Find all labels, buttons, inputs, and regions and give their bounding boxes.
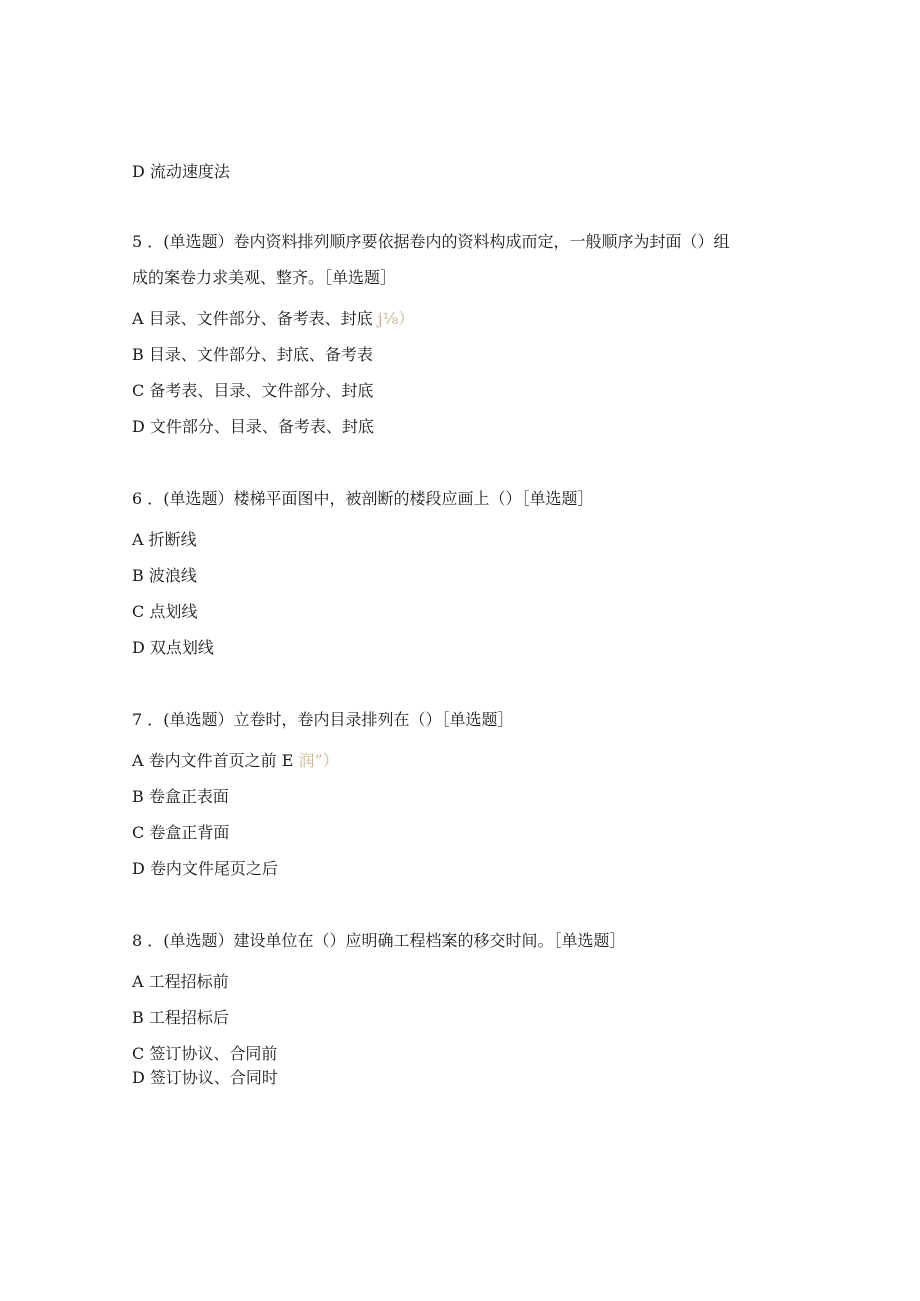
handwritten-mark: j⅛） <box>377 309 415 328</box>
question-7-text: 7 ．(单选题）立卷时，卷内目录排列在（）［单选题］ <box>132 710 514 729</box>
question-8-text: 8 ．(单选题）建设单位在（）应明确工程档案的移交时间。［单选题］ <box>132 931 626 950</box>
question-6-option-d: D 双点划线 <box>132 638 214 657</box>
question-7-option-c: C 卷盒正背面 <box>132 823 230 842</box>
prev-option-d: D 流动速度法 <box>132 162 230 181</box>
question-6-option-c: C 点划线 <box>132 602 198 621</box>
question-5-option-d: D 文件部分、目录、备考表、封底 <box>132 417 374 436</box>
question-5-text-line-1: 5 ．(单选题）卷内资料排列顺序要依据卷内的资料构成而定，一般顺序为封面（）组 <box>132 232 730 251</box>
question-5-option-c: C 备考表、目录、文件部分、封底 <box>132 381 374 400</box>
question-8-option-b: B 工程招标后 <box>132 1008 229 1027</box>
question-8-option-d: D 签订协议、合同时 <box>132 1068 278 1087</box>
question-5-option-b: B 目录、文件部分、封底、备考表 <box>132 345 373 364</box>
question-8-option-a: A 工程招标前 <box>132 972 229 991</box>
question-6-option-a: A 折断线 <box>132 530 197 549</box>
question-6-text: 6 ．(单选题）楼梯平面图中，被剖断的楼段应画上（）［单选题］ <box>132 489 594 508</box>
question-7-option-d: D 卷内文件尾页之后 <box>132 859 278 878</box>
handwritten-mark: 润”） <box>298 751 339 770</box>
question-5-text-line-2: 成的案卷力求美观、整齐。［单选题］ <box>132 268 397 287</box>
question-8-option-c: C 签订协议、合同前 <box>132 1044 278 1063</box>
question-7-option-a: A 卷内文件首页之前 E 润”） <box>132 751 339 770</box>
question-5-option-a: A 目录、文件部分、备考表、封底 j⅛） <box>132 309 415 328</box>
question-7-option-b: B 卷盒正表面 <box>132 787 229 806</box>
question-6-option-b: B 波浪线 <box>132 566 197 585</box>
